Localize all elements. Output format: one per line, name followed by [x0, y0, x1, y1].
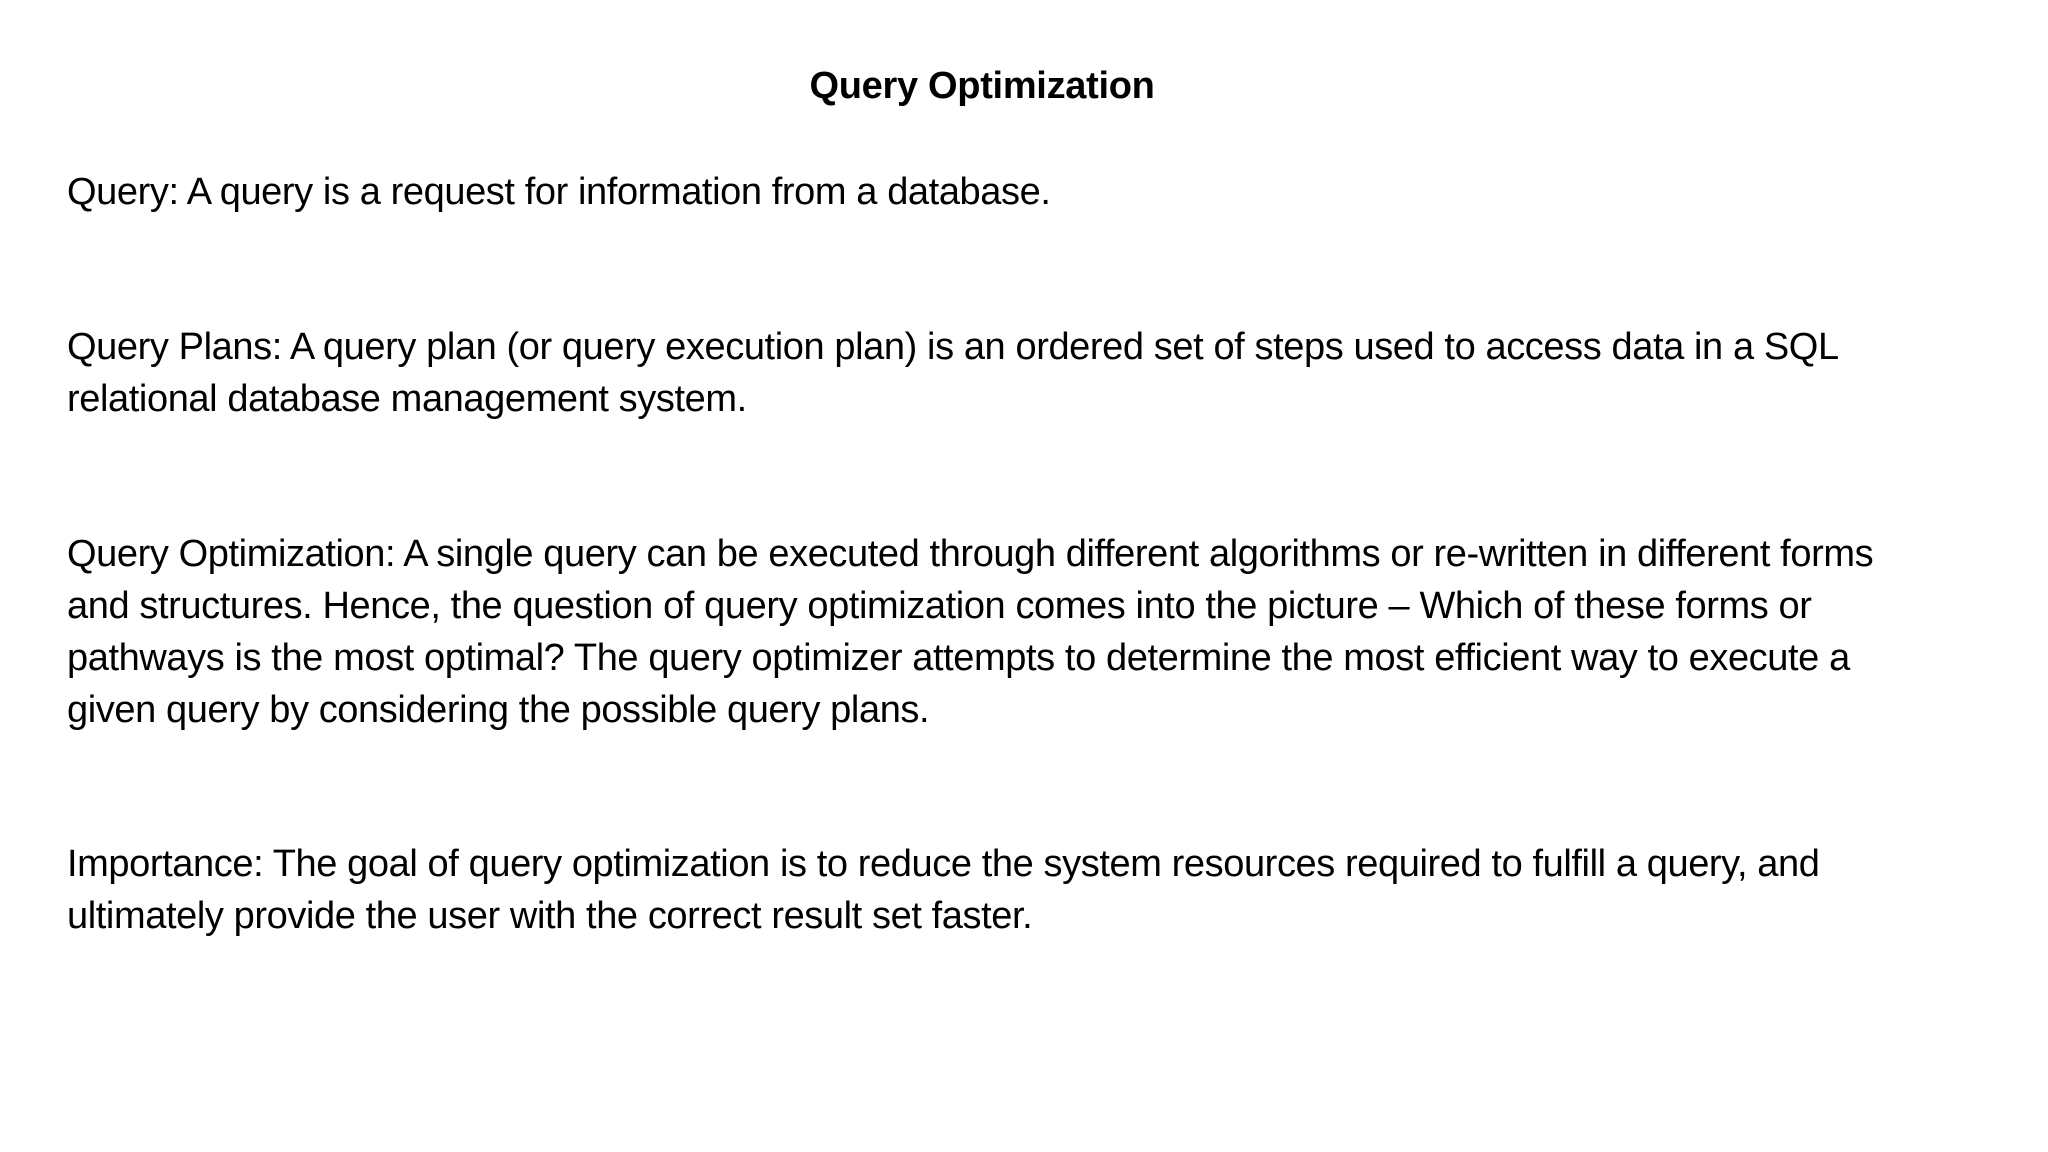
paragraph-importance: Importance: The goal of query optimization is to reduce the system resources required to fulfill a query, and ultimately provide the user with the correct result set faster.: [67, 843, 1820, 937]
slide-title: Query Optimization: [809, 65, 1155, 107]
paragraph-query-definition: Query: A query is a request for information from a database.: [67, 171, 1051, 213]
paragraph-query-plans: Query Plans: A query plan (or query execution plan) is an ordered set of steps used to access data in a SQL relational database management system.: [67, 326, 1838, 420]
paragraph-query-optimization: Query Optimization: A single query can be executed through different algorithms or re-written in different forms and structures. Hence, the question of query optimization comes into the picture – Which of these forms or pathways is the most optimal? The query optimizer attempts to determine the most efficient way to execute a given query by considering the possible query plans.: [67, 533, 1874, 731]
